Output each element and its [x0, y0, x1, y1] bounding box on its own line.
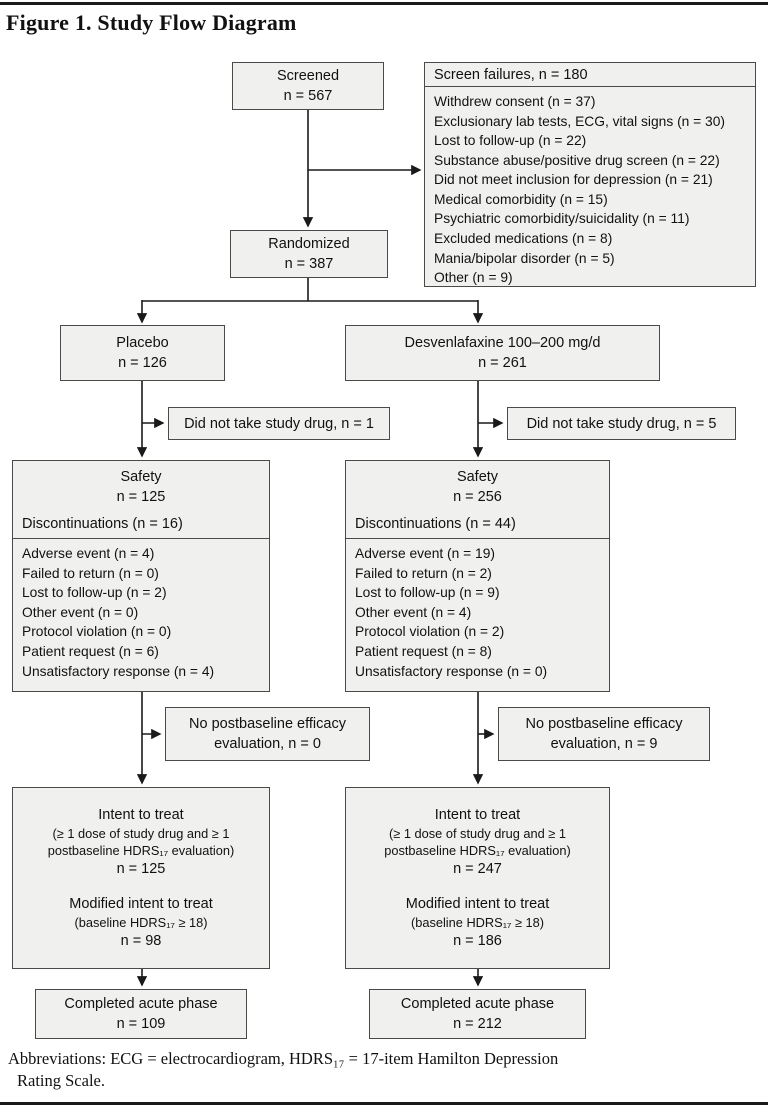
safety-desvenlafaxine-discontinuations: Discontinuations (n = 44): [355, 516, 516, 533]
screen-failure-item: Excluded medications (n = 8): [434, 231, 613, 247]
safety-desvenlafaxine-header: [346, 461, 609, 539]
safety-placebo-label: Safety: [120, 469, 162, 485]
completed-desvenlafaxine-count: n = 212: [453, 1016, 502, 1032]
safety-desvenlafaxine-box: [345, 460, 610, 692]
screen-failure-item: Withdrew consent (n = 37): [434, 94, 596, 109]
nopostbaseline-placebo-line1: No postbaseline efficacy: [189, 716, 346, 732]
desvenlafaxine-count: n = 261: [478, 355, 527, 371]
safety-placebo-header: [13, 461, 269, 539]
completed-desvenlafaxine-label: Completed acute phase: [400, 996, 555, 1012]
completed-placebo-box: [35, 989, 247, 1039]
placebo-count: n = 126: [118, 355, 167, 371]
discontinuation-item: Adverse event (n = 4): [22, 546, 155, 562]
randomized-label: Randomized: [268, 236, 350, 252]
randomized-count: n = 387: [284, 256, 334, 272]
mitt-title: Modified intent to treat: [405, 895, 550, 912]
discontinuation-item: Protocol violation (n = 2): [355, 624, 505, 640]
itt-criteria-line1: (≥ 1 dose of study drug and ≥ 1: [389, 825, 566, 841]
abbreviations-note: [8, 1048, 758, 1092]
discontinuation-item: Patient request (n = 8): [355, 644, 492, 660]
nodrug-placebo-box: [168, 407, 390, 440]
completed-placebo-label: Completed acute phase: [64, 996, 218, 1012]
itt-count: n = 125: [116, 861, 166, 878]
discontinuation-item: Other event (n = 4): [355, 604, 472, 620]
screen-failures-box: [424, 62, 756, 287]
nodrug-desvenlafaxine-box: [507, 407, 736, 440]
screen-failure-item: Lost to follow-up (n = 22): [434, 133, 587, 149]
nodrug-desvenlafaxine-text: Did not take study drug, n = 5: [526, 415, 717, 432]
safety-desvenlafaxine-label: Safety: [456, 469, 499, 485]
nopostbaseline-desvenlafaxine-line2: evaluation, n = 9: [550, 736, 658, 752]
screen-failure-item: Substance abuse/positive drug screen (n = 22): [434, 152, 720, 168]
nopostbaseline-placebo-line2: evaluation, n = 0: [214, 736, 321, 752]
discontinuation-item: Failed to return (n = 0): [22, 565, 159, 581]
itt-criteria-line2: postbaseline HDRS₁₇ evaluation): [47, 843, 235, 859]
placebo-arm-box: [60, 325, 225, 381]
safety-placebo-box: [12, 460, 270, 692]
safety-desvenlafaxine-count: n = 256: [453, 488, 502, 505]
bottom-rule: [0, 1102, 768, 1105]
mitt-criteria: (baseline HDRS₁₇ ≥ 18): [74, 914, 208, 930]
completed-placebo-count: n = 109: [116, 1016, 166, 1032]
safety-placebo-list: [13, 539, 269, 686]
mitt-title: Modified intent to treat: [69, 895, 213, 912]
randomized-box: [230, 230, 388, 278]
completed-desvenlafaxine-box: [369, 989, 586, 1039]
nodrug-placebo-text: Did not take study drug, n = 1: [184, 415, 374, 432]
screen-failure-item: Mania/bipolar disorder (n = 5): [434, 250, 615, 266]
abbreviations-line1: Abbreviations: ECG = electrocardiogram, HDRS₁₇ = 17-item Hamilton Depression: [8, 1049, 559, 1068]
screen-failure-item: Medical comorbidity (n = 15): [434, 191, 608, 207]
discontinuation-item: Other event (n = 0): [22, 604, 139, 620]
safety-desvenlafaxine-list: [346, 539, 609, 686]
desvenlafaxine-arm-box: [345, 325, 660, 381]
screen-failures-list: [425, 87, 755, 293]
discontinuation-item: Unsatisfactory response (n = 0): [355, 663, 548, 679]
screen-failure-item: Did not meet inclusion for depression (n = 21): [434, 172, 713, 188]
itt-count: n = 247: [453, 861, 502, 878]
itt-placebo-box: [12, 787, 270, 969]
itt-title: Intent to treat: [98, 806, 184, 823]
screen-failure-item: Exclusionary lab tests, ECG, vital signs (n = 30): [434, 113, 726, 129]
mitt-count: n = 186: [453, 933, 502, 950]
nopostbaseline-desvenlafaxine-box: [498, 707, 710, 761]
mitt-criteria: (baseline HDRS₁₇ ≥ 18): [410, 914, 545, 930]
itt-desvenlafaxine-box: [345, 787, 610, 969]
discontinuation-item: Adverse event (n = 19): [355, 546, 495, 562]
screen-failure-item: Other (n = 9): [434, 270, 513, 286]
abbreviations-line2: Rating Scale.: [17, 1070, 105, 1090]
itt-criteria-line2: postbaseline HDRS₁₇ evaluation): [384, 843, 571, 859]
screened-count: n = 567: [283, 88, 333, 104]
screen-failures-header: Screen failures, n = 180: [425, 63, 755, 87]
discontinuation-item: Unsatisfactory response (n = 4): [22, 663, 215, 679]
safety-placebo-discontinuations: Discontinuations (n = 16): [22, 516, 183, 533]
screened-label: Screened: [276, 68, 340, 84]
mitt-count: n = 98: [120, 933, 162, 950]
discontinuation-item: Protocol violation (n = 0): [22, 624, 172, 640]
discontinuation-item: Patient request (n = 6): [22, 644, 159, 660]
nopostbaseline-placebo-box: [165, 707, 370, 761]
itt-title: Intent to treat: [434, 806, 521, 823]
figure-title: Figure 1. Study Flow Diagram: [6, 10, 297, 35]
safety-placebo-count: n = 125: [116, 488, 166, 505]
discontinuation-item: Failed to return (n = 2): [355, 565, 492, 581]
nopostbaseline-desvenlafaxine-line1: No postbaseline efficacy: [525, 716, 683, 732]
itt-criteria-line1: (≥ 1 dose of study drug and ≥ 1: [52, 825, 230, 841]
discontinuation-item: Lost to follow-up (n = 2): [22, 585, 167, 601]
placebo-label: Placebo: [116, 335, 169, 351]
desvenlafaxine-label: Desvenlafaxine 100–200 mg/d: [404, 335, 601, 351]
screen-failure-item: Psychiatric comorbidity/suicidality (n = 11): [434, 211, 690, 227]
screened-box: [232, 62, 384, 110]
discontinuation-item: Lost to follow-up (n = 9): [355, 585, 500, 601]
